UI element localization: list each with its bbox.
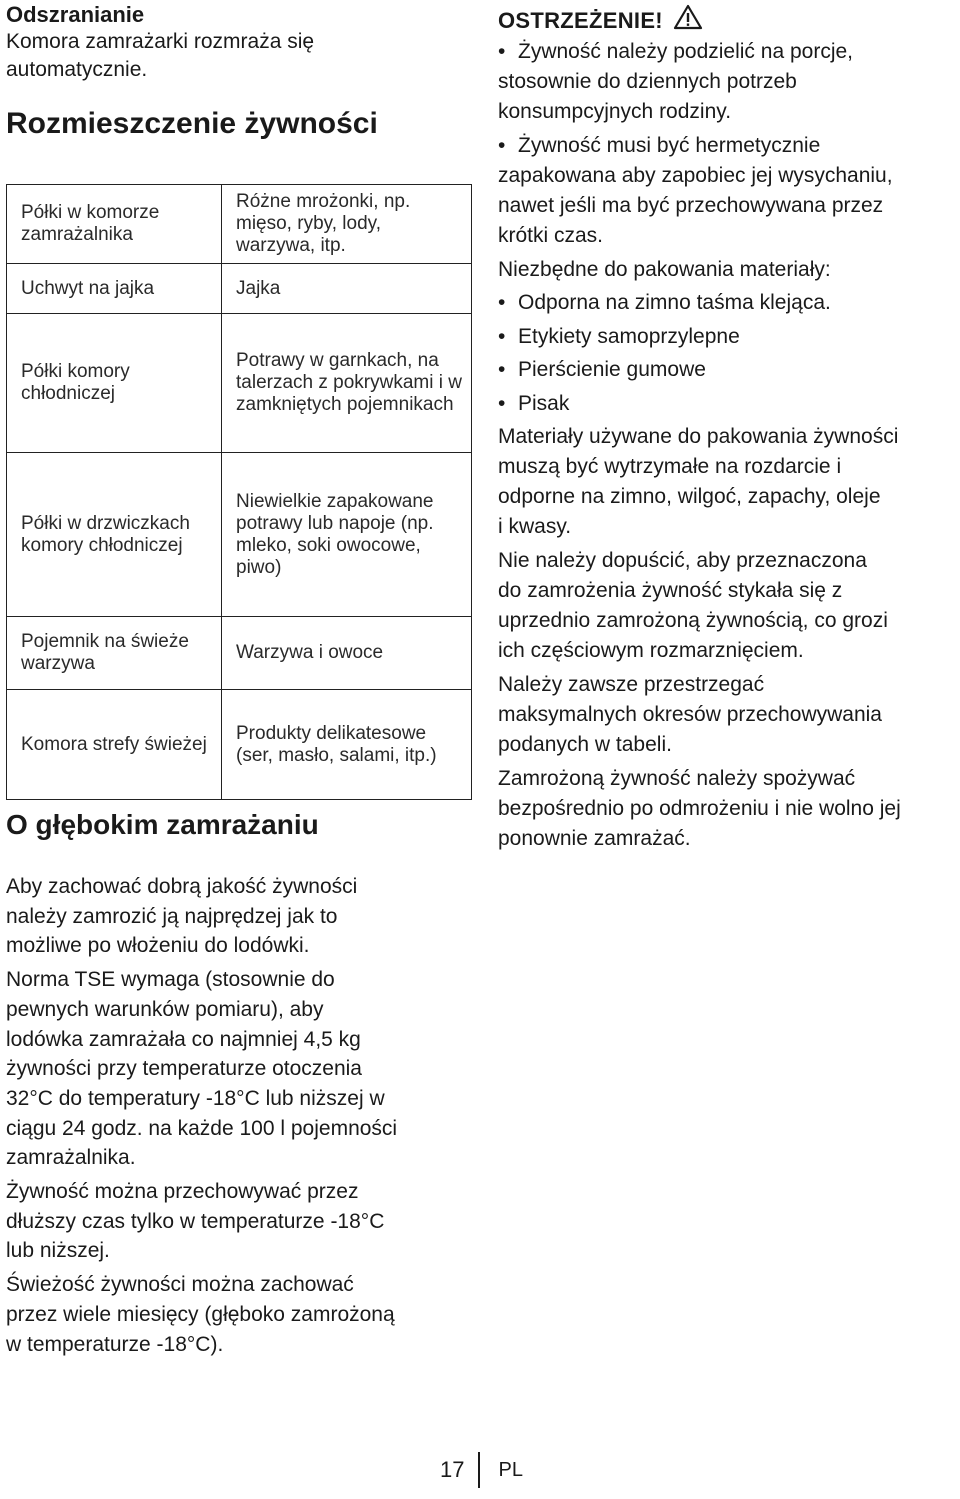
left-column — [6, 0, 470, 142]
footer-divider — [478, 1452, 480, 1488]
table-cell-content: Potrawy w garnkach, na talerzach z pokrywkami i w zamkniętych pojemnikach — [222, 314, 472, 453]
text-line: Świeżość żywności można zachować — [6, 1273, 354, 1297]
text-line: w temperaturze -18°C). — [6, 1332, 224, 1356]
warning-heading — [498, 4, 958, 37]
table-cell-location: Komora strefy świeżej — [7, 690, 222, 800]
text-line: możliwe po włożeniu do lodówki. — [6, 934, 310, 958]
materials-list — [498, 288, 958, 419]
table-row — [7, 617, 472, 690]
defrost-line: Komora zamrażarki rozmraża się — [6, 30, 315, 53]
paragraph — [6, 965, 476, 1173]
page-footer — [440, 1452, 523, 1488]
list-item: • Żywność musi być hermetycznie zapakowana aby zapobiec jej wysychaniu, nawet jeśli ma być przechowywana przez krótki czas. — [498, 134, 893, 247]
text-line: lodówka zamrażała co najmniej 4,5 kg — [6, 1027, 361, 1051]
table-cell-content: Niewielkie zapakowane potrawy lub napoje (np. mleko, soki owocowe, piwo) — [222, 453, 472, 617]
list-item: • Odporna na zimno taśma klejąca. — [498, 291, 831, 314]
table-cell-content: Warzywa i owoce — [222, 617, 472, 690]
page-number: 17 — [440, 1457, 465, 1482]
warning-bullets — [498, 37, 958, 251]
text-line: Norma TSE wymaga (stosownie do — [6, 968, 335, 992]
table-row — [7, 185, 472, 264]
text-line: przez wiele miesięcy (głęboko zamrożoną — [6, 1302, 395, 1326]
list-item: • Pierścienie gumowe — [498, 358, 706, 381]
table-cell-location: Półki w drzwiczkach komory chłodniczej — [7, 453, 222, 617]
table-cell-location: Pojemnik na świeże warzywa — [7, 617, 222, 690]
text-line: żywności przy temperaturze otoczenia — [6, 1057, 362, 1081]
language-code: PL — [498, 1459, 523, 1481]
list-item: • Etykiety samoprzylepne — [498, 324, 740, 348]
text-line: zamrażalnika. — [6, 1146, 136, 1170]
table-cell-content: Produkty delikatesowe (ser, masło, salami, itp.) — [222, 690, 472, 800]
table-row — [7, 690, 472, 800]
placement-title: Rozmieszczenie żywności — [6, 107, 378, 140]
defrost-line: automatycznie. — [6, 58, 148, 81]
text-line: lub niższej. — [6, 1239, 110, 1263]
warning-title: OSTRZEŻENIE! — [498, 7, 663, 33]
list-item: • Pisak — [498, 391, 570, 415]
defrost-title: Odszranianie — [6, 2, 145, 27]
table-cell-location: Półki w komorze zamrażalnika — [7, 185, 222, 264]
list-item: • Żywność należy podzielić na porcje, stosownie do dziennych potrzeb konsumpcyjnych rodziny. — [498, 40, 853, 123]
paragraph: Materiały używane do pakowania żywności muszą być wytrzymałe na rozdarcie i odporne na zimno, wilgoć, zapachy, oleje i kwasy. — [498, 425, 899, 538]
materials-intro: Niezbędne do pakowania materiały: — [498, 258, 831, 281]
paragraph: Zamrożoną żywność należy spożywać bezpośrednio po odmrożeniu i nie wolno jej ponownie zamrażać. — [498, 767, 901, 850]
text-line: Żywność można przechowywać przez — [6, 1180, 359, 1204]
text-line: pewnych warunków pomiaru), aby — [6, 997, 324, 1021]
table-cell-location: Uchwyt na jajka — [7, 264, 222, 314]
warning-triangle-icon — [673, 4, 703, 37]
text-line: ciągu 24 godz. na każde 100 l pojemności — [6, 1116, 398, 1140]
text-line: Aby zachować dobrą jakość żywności — [6, 875, 358, 898]
paragraph — [6, 872, 476, 961]
table-cell-content: Jajka — [222, 264, 472, 314]
text-line: 32°C do temperatury -18°C lub niższej w — [6, 1086, 385, 1110]
table-cell-content: Różne mrożonki, np. mięso, ryby, lody, warzywa, itp. — [222, 185, 472, 264]
paragraph — [6, 1177, 476, 1266]
paragraph: Nie należy dopuścić, aby przeznaczona do zamrożenia żywność stykała się z uprzednio zamrożoną żywnością, co grozi ich częściowym rozmarznięciem. — [498, 549, 888, 662]
table-row — [7, 264, 472, 314]
right-column — [498, 4, 958, 854]
table-row — [7, 453, 472, 617]
deep-freeze-title: O głębokim zamrażaniu — [6, 809, 319, 840]
paragraph: Należy zawsze przestrzegać maksymalnych okresów przechowywania podanych w tabeli. — [498, 673, 882, 756]
text-line: dłuższy czas tylko w temperaturze -18°C — [6, 1209, 385, 1233]
table-row — [7, 314, 472, 453]
deep-freeze-body — [6, 872, 476, 1359]
text-line: należy zamrozić ją najprędzej jak to — [6, 904, 338, 928]
paragraph — [6, 1270, 476, 1359]
placement-table — [6, 184, 472, 800]
table-cell-location: Półki komory chłodniczej — [7, 314, 222, 453]
